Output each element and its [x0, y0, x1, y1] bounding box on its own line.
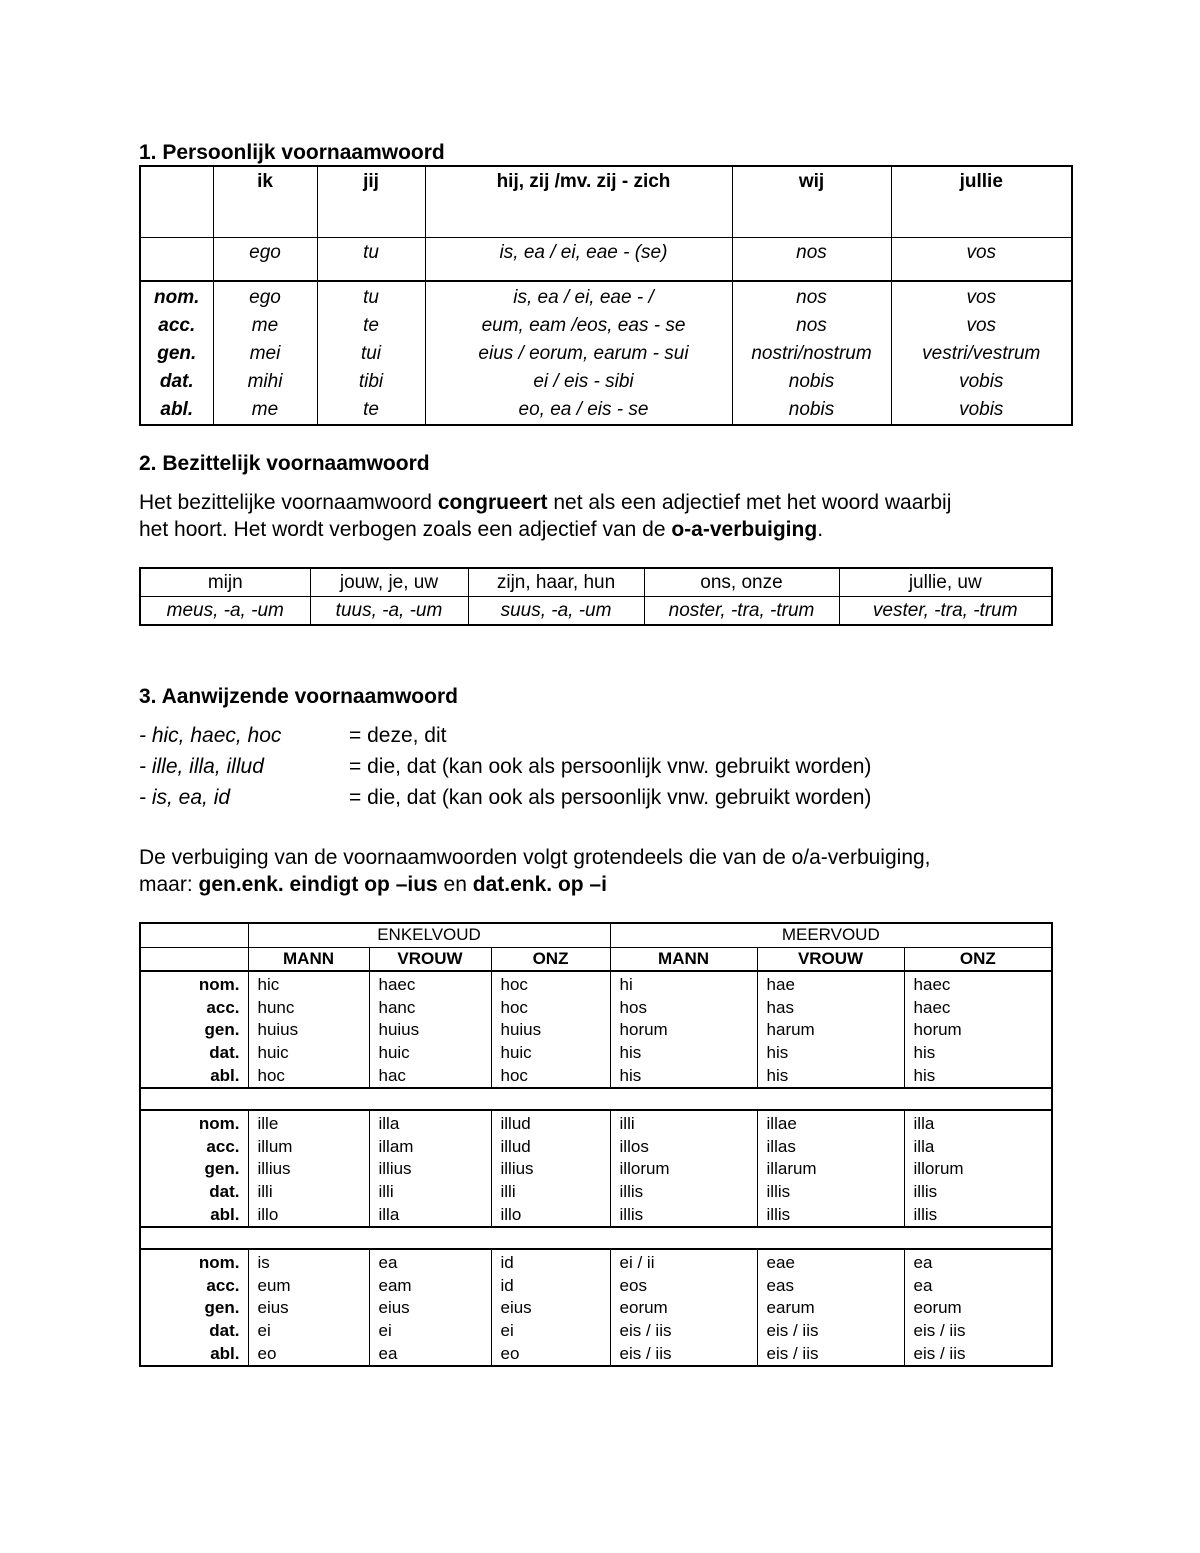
case-label: dat.	[140, 1181, 248, 1204]
table-cell: ea	[904, 1275, 1052, 1298]
table-cell: eam	[369, 1275, 491, 1298]
section2-title: 2. Bezittelijk voornaamwoord	[139, 452, 430, 475]
gender-header: VROUW	[369, 947, 491, 971]
table-cell: eis / iis	[757, 1343, 904, 1367]
table-cell: illius	[491, 1158, 610, 1181]
table-row	[140, 568, 1052, 597]
table-header-row	[140, 947, 1052, 971]
table-cell: ei	[369, 1320, 491, 1343]
separator-row	[140, 1227, 1052, 1249]
table-cell: haec	[904, 997, 1052, 1020]
table-cell: illos	[610, 1136, 757, 1159]
case-label: dat.	[140, 1042, 248, 1065]
plural-header: MEERVOUD	[610, 923, 1052, 947]
bold-term: dat.enk. op –i	[472, 873, 607, 896]
table-cell: ons, onze	[644, 568, 839, 597]
table-cell: meus, -a, -um	[140, 597, 310, 626]
case-label: dat.	[140, 368, 213, 396]
table-cell: id	[491, 1275, 610, 1298]
table-cell: ego	[213, 238, 317, 282]
table-cell: hoc	[491, 971, 610, 997]
table-cell: ego	[213, 281, 317, 312]
text-span: Het bezittelijke voornaamwoord	[139, 491, 438, 514]
table-row	[140, 1136, 1052, 1159]
case-label: gen.	[140, 1297, 248, 1320]
table-cell: illa	[369, 1204, 491, 1228]
table-cell: eius / eorum, earum - sui	[425, 340, 732, 368]
table-cell: ik	[213, 166, 317, 238]
table-row	[140, 971, 1052, 997]
table-cell: is, ea / ei, eae - (se)	[425, 238, 732, 282]
table-cell: illi	[248, 1181, 369, 1204]
table-row	[140, 368, 1072, 396]
table-group-header	[140, 923, 1052, 947]
table-row	[140, 1249, 1052, 1275]
ille-block	[140, 1110, 1052, 1227]
section1-title: 1. Persoonlijk voornaamwoord	[139, 141, 445, 164]
table-row	[140, 1297, 1052, 1320]
table-cell: eo	[248, 1343, 369, 1367]
case-label: nom.	[140, 281, 213, 312]
personal-pronoun-table	[139, 165, 1073, 426]
table-cell: hij, zij /mv. zij - zich	[425, 166, 732, 238]
table-cell: mijn	[140, 568, 310, 597]
table-cell: ea	[369, 1249, 491, 1275]
possessive-pronoun-table	[139, 567, 1053, 626]
table-cell: wij	[732, 166, 891, 238]
table-cell	[140, 923, 248, 947]
case-label: abl.	[140, 1204, 248, 1228]
gender-header: ONZ	[904, 947, 1052, 971]
meaning: = die, dat (kan ook als persoonlijk vnw. gebruikt worden)	[349, 786, 872, 809]
table-cell: id	[491, 1249, 610, 1275]
table-cell: his	[757, 1042, 904, 1065]
table-cell: hic	[248, 971, 369, 997]
table-cell: ei / eis - sibi	[425, 368, 732, 396]
table-cell	[140, 1227, 1052, 1249]
table-cell: illius	[369, 1158, 491, 1181]
case-label: acc.	[140, 1275, 248, 1298]
table-row	[140, 340, 1072, 368]
table-cell: illa	[904, 1136, 1052, 1159]
table-cell: eis / iis	[757, 1320, 904, 1343]
table-cell: huic	[248, 1042, 369, 1065]
singular-header: ENKELVOUD	[248, 923, 610, 947]
case-label: gen.	[140, 1158, 248, 1181]
case-label: acc.	[140, 997, 248, 1020]
text-span: .	[817, 518, 824, 541]
case-label: nom.	[140, 1110, 248, 1136]
table-cell: haec	[904, 971, 1052, 997]
table-cell: illi	[369, 1181, 491, 1204]
table-cell: eorum	[904, 1297, 1052, 1320]
meaning: = die, dat (kan ook als persoonlijk vnw. gebruikt worden)	[349, 755, 872, 778]
table-cell: vos	[891, 281, 1072, 312]
table-cell: illorum	[904, 1158, 1052, 1181]
table-row	[140, 997, 1052, 1020]
table-cell: nobis	[732, 396, 891, 425]
gender-header: VROUW	[757, 947, 904, 971]
table-cell: hoc	[491, 997, 610, 1020]
table-row	[140, 1065, 1052, 1089]
text-span: het hoort. Het wordt verbogen zoals een adjectief van de	[139, 518, 672, 541]
table-cell: illo	[248, 1204, 369, 1228]
table-cell: his	[610, 1042, 757, 1065]
table-cell: is, ea / ei, eae - /	[425, 281, 732, 312]
table-cell: horum	[610, 1019, 757, 1042]
table-cell: eius	[248, 1297, 369, 1320]
table-cell: vobis	[891, 368, 1072, 396]
table-cell: illud	[491, 1136, 610, 1159]
table-cell: mei	[213, 340, 317, 368]
table-cell: illae	[757, 1110, 904, 1136]
table-cell: hunc	[248, 997, 369, 1020]
table-row	[140, 1019, 1052, 1042]
text-span: en	[437, 873, 473, 896]
table-cell: hanc	[369, 997, 491, 1020]
table-cell: jouw, je, uw	[310, 568, 468, 597]
gender-header: MANN	[610, 947, 757, 971]
table-cell: nostri/nostrum	[732, 340, 891, 368]
table-cell: illi	[610, 1110, 757, 1136]
table-cell: tu	[317, 238, 425, 282]
table-cell: illam	[369, 1136, 491, 1159]
case-label: acc.	[140, 1136, 248, 1159]
section2-paragraph-line2	[139, 516, 823, 543]
table-cell: illius	[248, 1158, 369, 1181]
table-cell: eis / iis	[904, 1320, 1052, 1343]
table-cell: eius	[369, 1297, 491, 1320]
bold-term: o-a-verbuiging	[671, 518, 818, 541]
table-cell	[140, 947, 248, 971]
table-cell: his	[757, 1065, 904, 1089]
table-cell: illis	[757, 1204, 904, 1228]
table-cell: illis	[610, 1204, 757, 1228]
table-cell: eis / iis	[610, 1343, 757, 1367]
table-row	[140, 1110, 1052, 1136]
table-row	[140, 396, 1072, 425]
table-cell: haec	[369, 971, 491, 997]
table-header-row	[140, 166, 1072, 238]
table-cell: tuus, -a, -um	[310, 597, 468, 626]
table-cell: illi	[491, 1181, 610, 1204]
table-cell: his	[610, 1065, 757, 1089]
gender-header: MANN	[248, 947, 369, 971]
table-cell: nos	[732, 238, 891, 282]
table-cell: eum	[248, 1275, 369, 1298]
table-row	[140, 1158, 1052, 1181]
case-label: abl.	[140, 1343, 248, 1367]
table-cell: illo	[491, 1204, 610, 1228]
table-cell: harum	[757, 1019, 904, 1042]
table-cell: has	[757, 997, 904, 1020]
table-cell: hos	[610, 997, 757, 1020]
table-cell: hoc	[248, 1065, 369, 1089]
table-cell: eis / iis	[610, 1320, 757, 1343]
table-cell: huius	[369, 1019, 491, 1042]
table-cell: illis	[904, 1181, 1052, 1204]
table-cell: huic	[491, 1042, 610, 1065]
table-cell: eum, eam /eos, eas - se	[425, 312, 732, 340]
text-span: maar:	[139, 873, 199, 896]
table-row	[140, 597, 1052, 626]
latin-form: - is, ea, id	[139, 786, 231, 809]
case-label: gen.	[140, 340, 213, 368]
table-cell: illud	[491, 1110, 610, 1136]
table-cell: earum	[757, 1297, 904, 1320]
table-cell: tibi	[317, 368, 425, 396]
table-cell: ea	[369, 1343, 491, 1367]
hic-block	[140, 971, 1052, 1088]
table-cell: vos	[891, 238, 1072, 282]
latin-form: - ille, illa, illud	[139, 755, 264, 778]
case-label: nom.	[140, 1249, 248, 1275]
table-cell: me	[213, 396, 317, 425]
gender-header: ONZ	[491, 947, 610, 971]
table-cell: te	[317, 312, 425, 340]
table-row	[140, 1343, 1052, 1367]
case-label: nom.	[140, 971, 248, 997]
table-cell: illa	[904, 1110, 1052, 1136]
case-label: dat.	[140, 1320, 248, 1343]
table-cell: ea	[904, 1249, 1052, 1275]
table-cell: me	[213, 312, 317, 340]
bold-term: gen.enk. eindigt op –ius	[198, 873, 438, 896]
table-cell: hac	[369, 1065, 491, 1089]
list-item	[139, 751, 871, 782]
table-cell: mihi	[213, 368, 317, 396]
table-cell: eas	[757, 1275, 904, 1298]
table-cell: eis / iis	[904, 1343, 1052, 1367]
table-cell	[140, 166, 213, 238]
table-cell: eo, ea / eis - se	[425, 396, 732, 425]
section3-title: 3. Aanwijzende voornaamwoord	[139, 685, 458, 708]
table-cell: tui	[317, 340, 425, 368]
section3-note-line1: De verbuiging van de voornaamwoorden volgt grotendeels die van de o/a-verbuiging,	[139, 846, 931, 869]
table-cell: jullie	[891, 166, 1072, 238]
text-span: net als een adjectief met het woord waarbij	[547, 491, 952, 514]
table-cell: nos	[732, 281, 891, 312]
section2-paragraph-line1	[139, 489, 951, 516]
table-row	[140, 281, 1072, 312]
table-cell: nobis	[732, 368, 891, 396]
table-cell	[140, 238, 213, 282]
table-cell: illa	[369, 1110, 491, 1136]
case-label: abl.	[140, 396, 213, 425]
table-cell: vestri/vestrum	[891, 340, 1072, 368]
table-row	[140, 1042, 1052, 1065]
table-row	[140, 1181, 1052, 1204]
table-cell: illis	[757, 1181, 904, 1204]
is-block	[140, 1249, 1052, 1366]
table-cell: hoc	[491, 1065, 610, 1089]
table-cell: vobis	[891, 396, 1072, 425]
section3-note-line2	[139, 871, 607, 898]
table-cell: illis	[904, 1204, 1052, 1228]
table-row	[140, 312, 1072, 340]
table-cell	[140, 1088, 1052, 1110]
bold-term: congrueert	[437, 491, 548, 514]
list-item	[139, 720, 871, 751]
case-label: abl.	[140, 1065, 248, 1089]
table-cell: illarum	[757, 1158, 904, 1181]
table-cell: tu	[317, 281, 425, 312]
table-cell: nos	[732, 312, 891, 340]
table-cell: illis	[610, 1181, 757, 1204]
table-cell: illorum	[610, 1158, 757, 1181]
table-cell: huius	[248, 1019, 369, 1042]
list-item	[139, 782, 871, 813]
table-cell: te	[317, 396, 425, 425]
table-cell: his	[904, 1042, 1052, 1065]
demonstrative-declension-table	[139, 922, 1053, 1367]
table-row	[140, 1204, 1052, 1228]
table-cell: eorum	[610, 1297, 757, 1320]
table-cell: suus, -a, -um	[468, 597, 644, 626]
case-label: acc.	[140, 312, 213, 340]
table-cell: ille	[248, 1110, 369, 1136]
table-row	[140, 238, 1072, 282]
table-cell: eae	[757, 1249, 904, 1275]
meaning: = deze, dit	[349, 724, 447, 747]
demonstrative-list	[139, 720, 871, 813]
latin-form: - hic, haec, hoc	[139, 724, 282, 747]
table-cell: illas	[757, 1136, 904, 1159]
table-cell: ei / ii	[610, 1249, 757, 1275]
table-cell: jij	[317, 166, 425, 238]
separator-row	[140, 1088, 1052, 1110]
table-cell: huius	[491, 1019, 610, 1042]
table-cell: horum	[904, 1019, 1052, 1042]
table-cell: eo	[491, 1343, 610, 1367]
table-cell: zijn, haar, hun	[468, 568, 644, 597]
table-cell: eos	[610, 1275, 757, 1298]
table-cell: his	[904, 1065, 1052, 1089]
table-cell: is	[248, 1249, 369, 1275]
table-cell: ei	[491, 1320, 610, 1343]
table-cell: hi	[610, 971, 757, 997]
table-cell: ei	[248, 1320, 369, 1343]
table-cell: illum	[248, 1136, 369, 1159]
table-cell: noster, -tra, -trum	[644, 597, 839, 626]
case-label: gen.	[140, 1019, 248, 1042]
table-cell: eius	[491, 1297, 610, 1320]
table-cell: huic	[369, 1042, 491, 1065]
table-cell: hae	[757, 971, 904, 997]
table-row	[140, 1320, 1052, 1343]
table-cell: vos	[891, 312, 1072, 340]
table-row	[140, 1275, 1052, 1298]
table-cell: jullie, uw	[839, 568, 1052, 597]
table-cell: vester, -tra, -trum	[839, 597, 1052, 626]
